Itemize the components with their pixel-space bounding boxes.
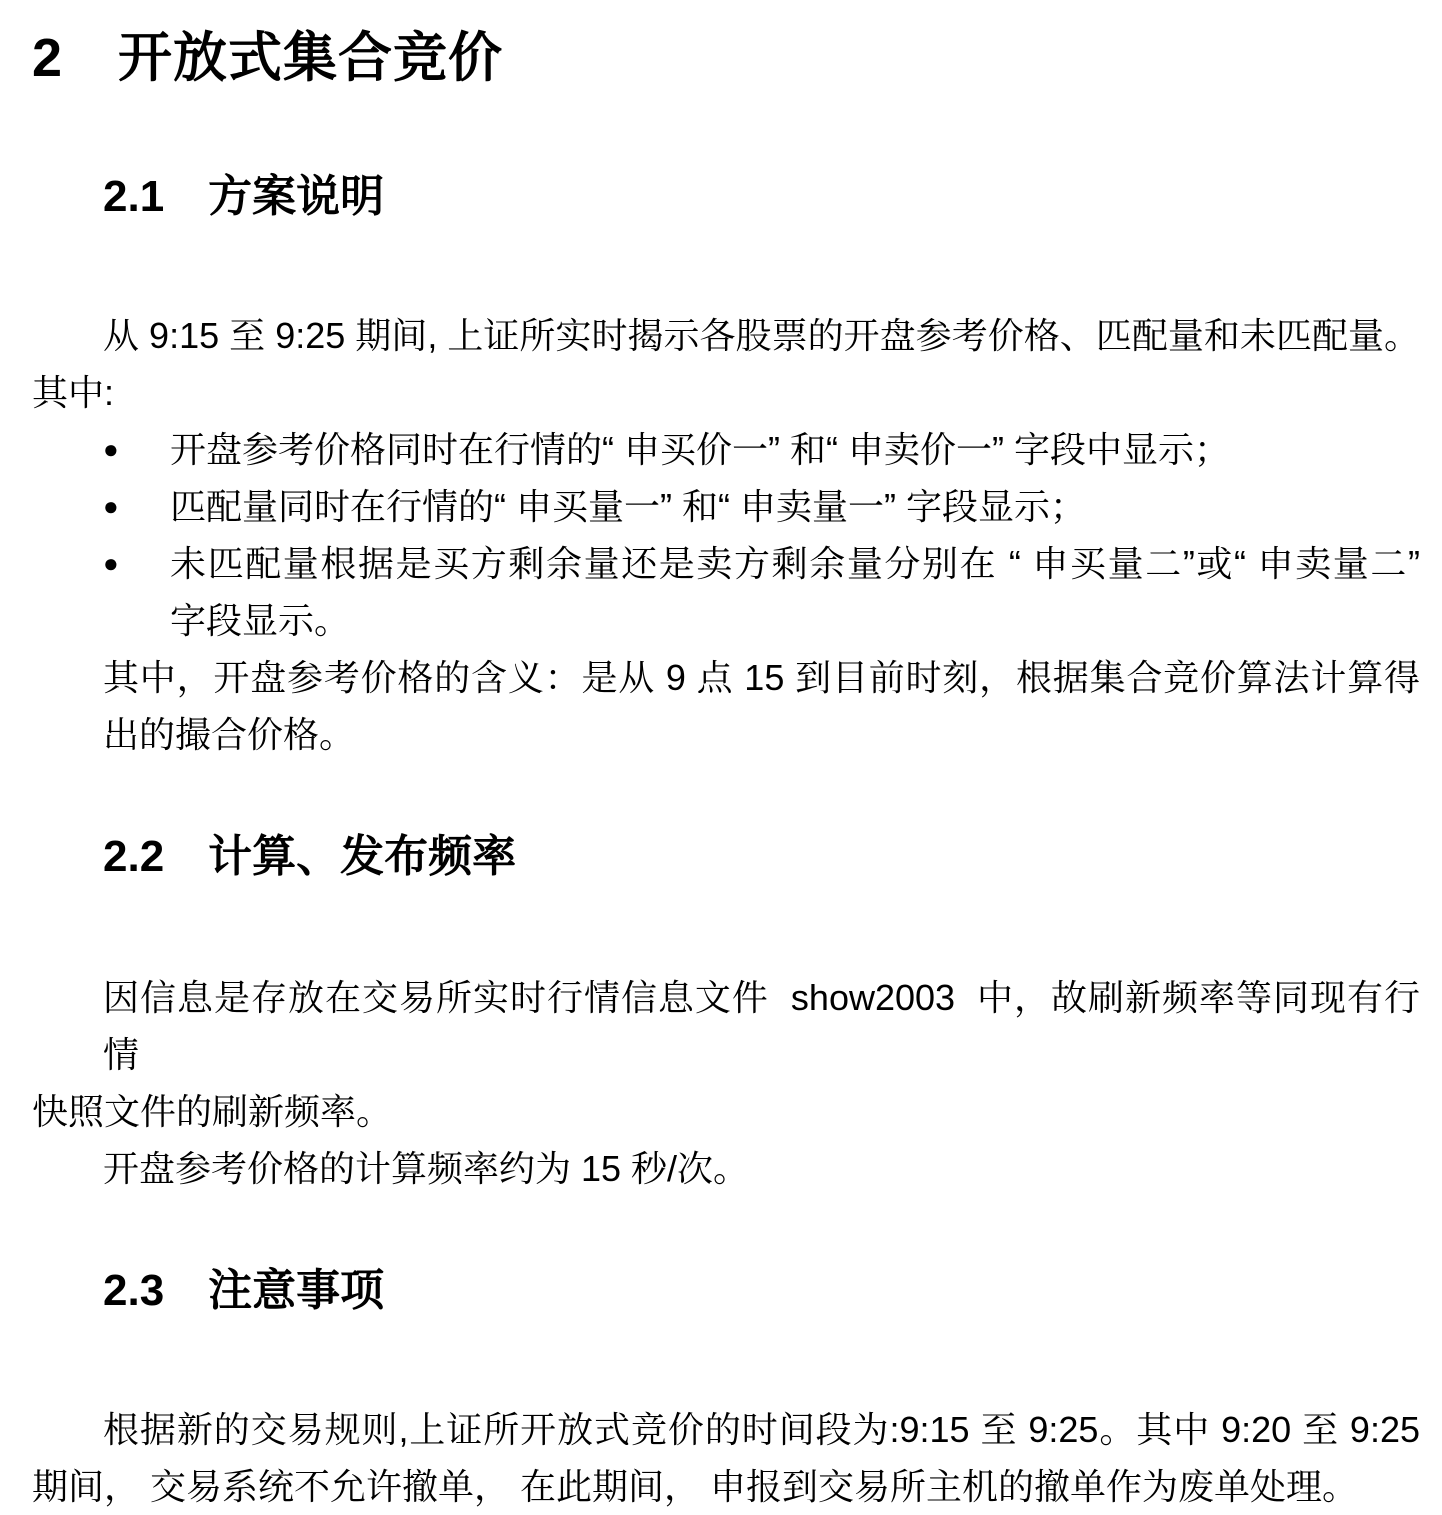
frequency-paragraph bbox=[32, 969, 1420, 1197]
bullet-item-1 bbox=[32, 421, 1420, 478]
bullet-text: 未匹配量根据是买方剩余量还是卖方剩余量分别在 “ 申买量二”或“ 申卖量二” bbox=[170, 543, 1420, 584]
notice-paragraph bbox=[32, 1401, 1420, 1515]
paragraph-line: 根据新的交易规则,上证所开放式竞价的时间段为:9:15 至 9:25。其中 9:20 至 9:25 bbox=[103, 1409, 1420, 1450]
intro-paragraph bbox=[32, 307, 1420, 763]
paragraph-line: 从 9:15 至 9:25 期间, 上证所实时揭示各股票的开盘参考价格、匹配量和未匹配量。 bbox=[103, 315, 1420, 356]
paragraph-line: 其中，开盘参考价格的含义：是从 9 点 15 到目前时刻，根据集合竞价算法计算得 bbox=[103, 657, 1420, 698]
section-2-2 bbox=[32, 829, 1420, 1197]
bullet-item-2 bbox=[32, 478, 1420, 535]
section-2-3 bbox=[32, 1263, 1420, 1515]
paragraph-line: 开盘参考价格的计算频率约为 15 秒/次。 bbox=[103, 1148, 750, 1189]
section-2-3-heading: 2.3 注意事项 bbox=[103, 1266, 385, 1315]
bullet-text: 匹配量同时在行情的“ 申买量一” 和“ 申卖量一” 字段显示； bbox=[170, 486, 1086, 527]
bullet-item-3 bbox=[32, 535, 1420, 592]
bullet-icon: ● bbox=[103, 491, 119, 521]
bullet-text-continuation: 字段显示。 bbox=[170, 600, 351, 641]
section-2-1 bbox=[32, 169, 1420, 763]
paragraph-line: 期间， 交易系统不允许撤单， 在此期间， 申报到交易所主机的撤单作为废单处理。 bbox=[32, 1466, 1359, 1507]
paragraph-line: 其中: bbox=[32, 372, 115, 413]
chapter-title: 2 开放式集合竞价 bbox=[32, 28, 504, 88]
bullet-text: 开盘参考价格同时在行情的“ 申买价一” 和“ 申卖价一” 字段中显示； bbox=[170, 429, 1230, 470]
section-2-1-heading: 2.1 方案说明 bbox=[103, 172, 385, 221]
bullet-icon: ● bbox=[103, 434, 119, 464]
paragraph-line: 出的撮合价格。 bbox=[103, 714, 356, 755]
section-2-2-heading: 2.2 计算、发布频率 bbox=[103, 832, 517, 881]
paragraph-line: 快照文件的刷新频率。 bbox=[32, 1091, 393, 1132]
bullet-icon: ● bbox=[103, 548, 119, 578]
paragraph-line: 因信息是存放在交易所实时行情信息文件 show2003 中，故刷新频率等同现有行情 bbox=[103, 977, 1420, 1075]
